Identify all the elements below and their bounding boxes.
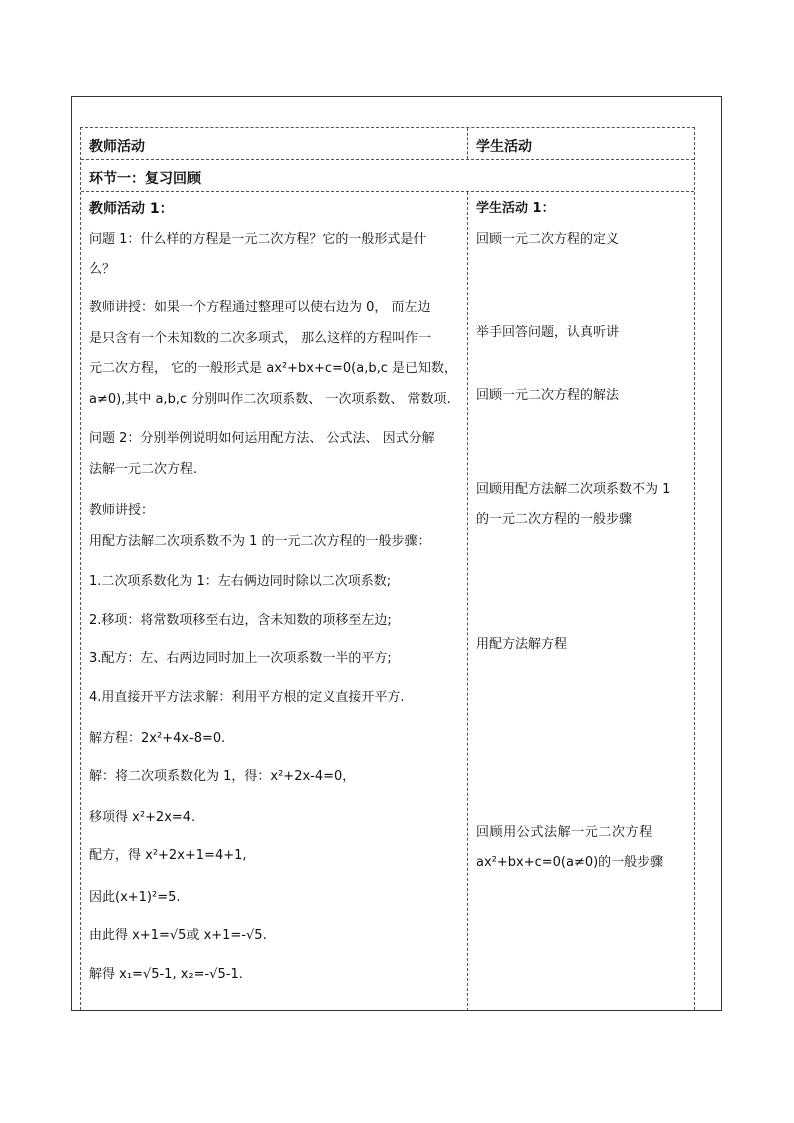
student-answer-6-line-2: ax²+bx+c=0(a≠0)的一般步骤 xyxy=(476,855,664,870)
student-answer-4-line-2: 的一元二次方程的一般步骤 xyxy=(476,512,633,527)
student-activity-heading: 学生活动 1： xyxy=(476,201,555,216)
step-4: 4.用直接开平方法求解：利用平方根的定义直接开平方. xyxy=(89,690,405,705)
step-1: 1.二次项系数化为 1：左右俩边同时除以二次项系数; xyxy=(89,574,392,589)
question-2-line-1: 问题 2：分别举例说明如何运用配方法、 公式法、 因式分解 xyxy=(89,431,435,446)
student-answer-5: 用配方法解方程 xyxy=(476,637,568,652)
question-2-line-2: 法解一元二次方程. xyxy=(89,462,198,477)
lecture-1-line-2: 是只含有一个未知数的二次多项式， 那么这样的方程叫作一 xyxy=(89,331,432,346)
solution-line-6: 解得 x₁=√5-1, x₂=-√5-1. xyxy=(89,967,243,982)
teacher-activity-cell xyxy=(81,192,468,1011)
step-3: 3.配方：左、右两边同时加上一次项系数一半的平方; xyxy=(89,651,392,666)
lecture-1-line-1: 教师讲授：如果一个方程通过整理可以使右边为 0， 而左边 xyxy=(89,300,431,315)
lecture-1-line-4: a≠0),其中 a,b,c 分别叫作二次项系数、 一次项系数、 常数项. xyxy=(89,392,451,407)
lesson-table xyxy=(80,127,695,1010)
lecture-1-line-3: 元二次方程， 它的一般形式是 ax²+bx+c=0(a,b,c 是已知数， xyxy=(89,361,458,376)
student-answer-3: 回顾一元二次方程的解法 xyxy=(476,388,620,403)
steps-intro: 用配方法解二次项系数不为 1 的一元二次方程的一般步骤： xyxy=(89,534,431,549)
header-student-cell xyxy=(468,128,696,159)
student-column-title: 学生活动 xyxy=(476,139,532,155)
header-teacher-cell xyxy=(81,128,468,159)
solution-line-1: 解：将二次项系数化为 1，得：x²+2x-4=0， xyxy=(89,769,356,784)
lecture-2-label: 教师讲授： xyxy=(89,503,155,518)
solution-line-2: 移项得 x²+2x=4. xyxy=(89,810,196,825)
student-answer-4-line-1: 回顾用配方法解二次项系数不为 1 xyxy=(476,482,671,497)
section-title: 环节一：复习回顾 xyxy=(89,171,201,187)
teacher-activity-heading: 教师活动 1： xyxy=(89,201,174,217)
student-answer-6-line-1: 回顾用公式法解一元二次方程 xyxy=(476,825,653,840)
question-1-line-2: 么？ xyxy=(89,262,116,277)
student-answer-2: 举手回答问题，认真听讲 xyxy=(476,325,620,340)
question-1-line-1: 问题 1：什么样的方程是一元二次方程？它的一般形式是什 xyxy=(89,232,427,247)
activity-row xyxy=(81,192,694,1011)
step-2: 2.移项：将常数项移至右边，含未知数的项移至左边; xyxy=(89,613,392,628)
solution-line-3: 配方，得 x²+2x+1=4+1, xyxy=(89,848,247,863)
student-answer-1: 回顾一元二次方程的定义 xyxy=(476,232,620,247)
solution-line-5: 由此得 x+1=√5或 x+1=-√5. xyxy=(89,928,267,943)
teacher-column-title: 教师活动 xyxy=(89,139,145,155)
example-problem: 解方程：2x²+4x-8=0. xyxy=(89,731,226,746)
table-header-row xyxy=(81,128,694,160)
section-row xyxy=(81,160,694,192)
student-activity-cell xyxy=(468,192,696,1011)
solution-line-4: 因此(x+1)²=5. xyxy=(89,890,181,905)
